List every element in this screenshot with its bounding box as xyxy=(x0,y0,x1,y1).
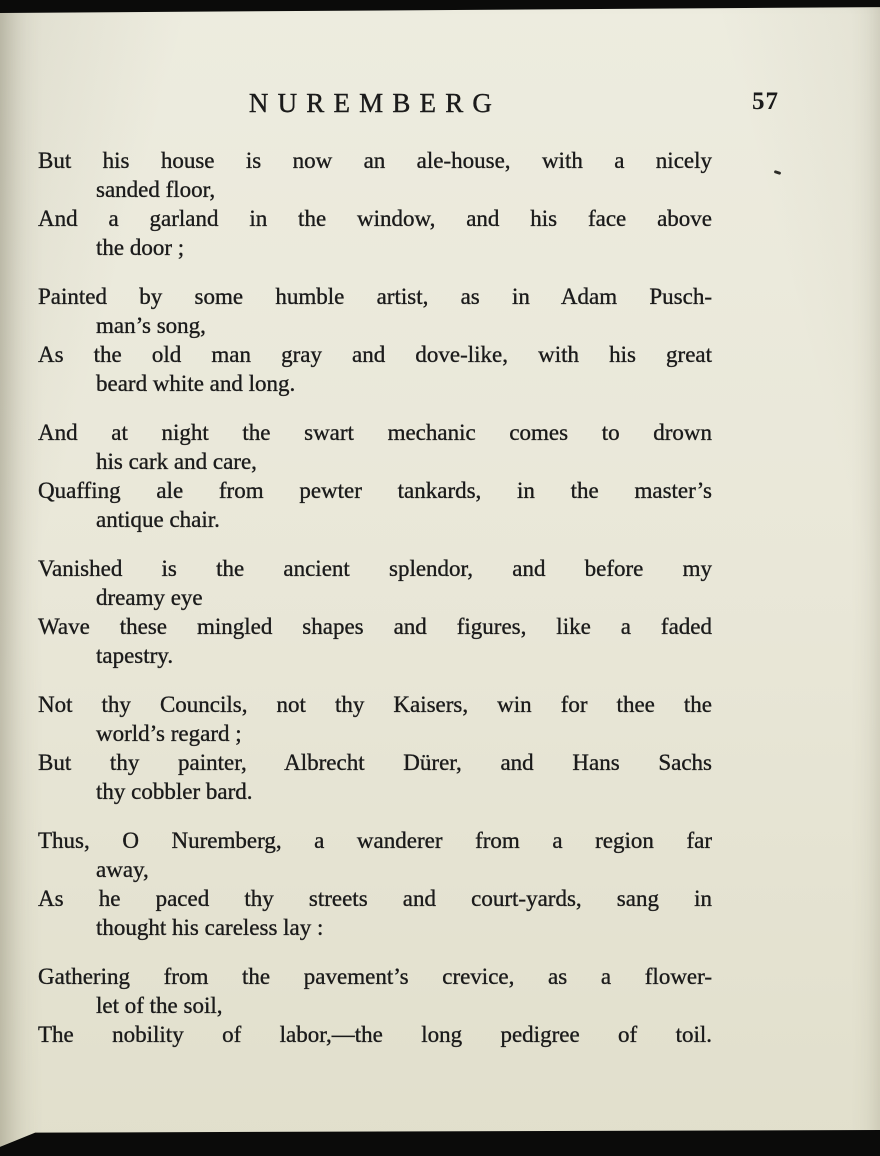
poem-line: And at night the swart mechanic comes to drown xyxy=(38,420,712,445)
poem-line: But his house is now an ale-house, with a nicely xyxy=(38,148,712,173)
poem-line: man’s song, xyxy=(96,313,206,338)
scan-artifact xyxy=(774,170,782,175)
scan-edge-bottom xyxy=(0,1130,880,1156)
poem-line: Wave these mingled shapes and figures, like a faded xyxy=(38,614,712,639)
poem-line: Painted by some humble artist, as in Adam Pusch- xyxy=(38,284,712,309)
poem-line: The nobility of labor,—the long pedigree of toil. xyxy=(38,1022,712,1047)
stanza xyxy=(38,554,712,670)
poem-line: Not thy Councils, not thy Kaisers, win for thee the xyxy=(38,692,712,717)
poem-line: And a garland in the window, and his face above xyxy=(38,206,712,231)
poem-line: Vanished is the ancient splendor, and before my xyxy=(38,556,712,581)
poem-line: beard white and long. xyxy=(96,371,296,396)
poem-line: But thy painter, Albrecht Dürer, and Hans Sachs xyxy=(38,750,712,775)
poem-line: world’s regard ; xyxy=(96,721,242,746)
poem-line: away, xyxy=(96,857,149,882)
stanza xyxy=(38,146,712,262)
stanza xyxy=(38,282,712,398)
poem-line: Gathering from the pavement’s crevice, as a flower- xyxy=(38,964,712,989)
page-number: 57 xyxy=(752,88,779,115)
poem-body xyxy=(38,146,712,1049)
poem-line: thy cobbler bard. xyxy=(96,779,253,804)
poem-line: the door ; xyxy=(96,235,185,260)
stanza xyxy=(38,826,712,942)
scan-edge-top xyxy=(0,0,880,13)
stanza xyxy=(38,962,712,1049)
stanza xyxy=(38,418,712,534)
poem-line: his cark and care, xyxy=(96,449,257,474)
poem-line: As he paced thy streets and court-yards, sang in xyxy=(38,886,712,911)
poem-line: Thus, O Nuremberg, a wanderer from a region far xyxy=(38,828,712,853)
poem-line: thought his careless lay : xyxy=(96,915,324,940)
poem-line: sanded floor, xyxy=(96,177,216,202)
poem-line: tapestry. xyxy=(96,643,174,668)
poem-line: antique chair. xyxy=(96,507,220,532)
page-header xyxy=(38,88,712,119)
poem-line: Quaffing ale from pewter tankards, in the master’s xyxy=(38,478,712,503)
page-title: NUREMBERG xyxy=(248,88,502,118)
poem-line: let of the soil, xyxy=(96,993,223,1018)
stanza xyxy=(38,690,712,806)
poem-line: As the old man gray and dove-like, with his great xyxy=(38,342,712,367)
poem-line: dreamy eye xyxy=(96,585,203,610)
